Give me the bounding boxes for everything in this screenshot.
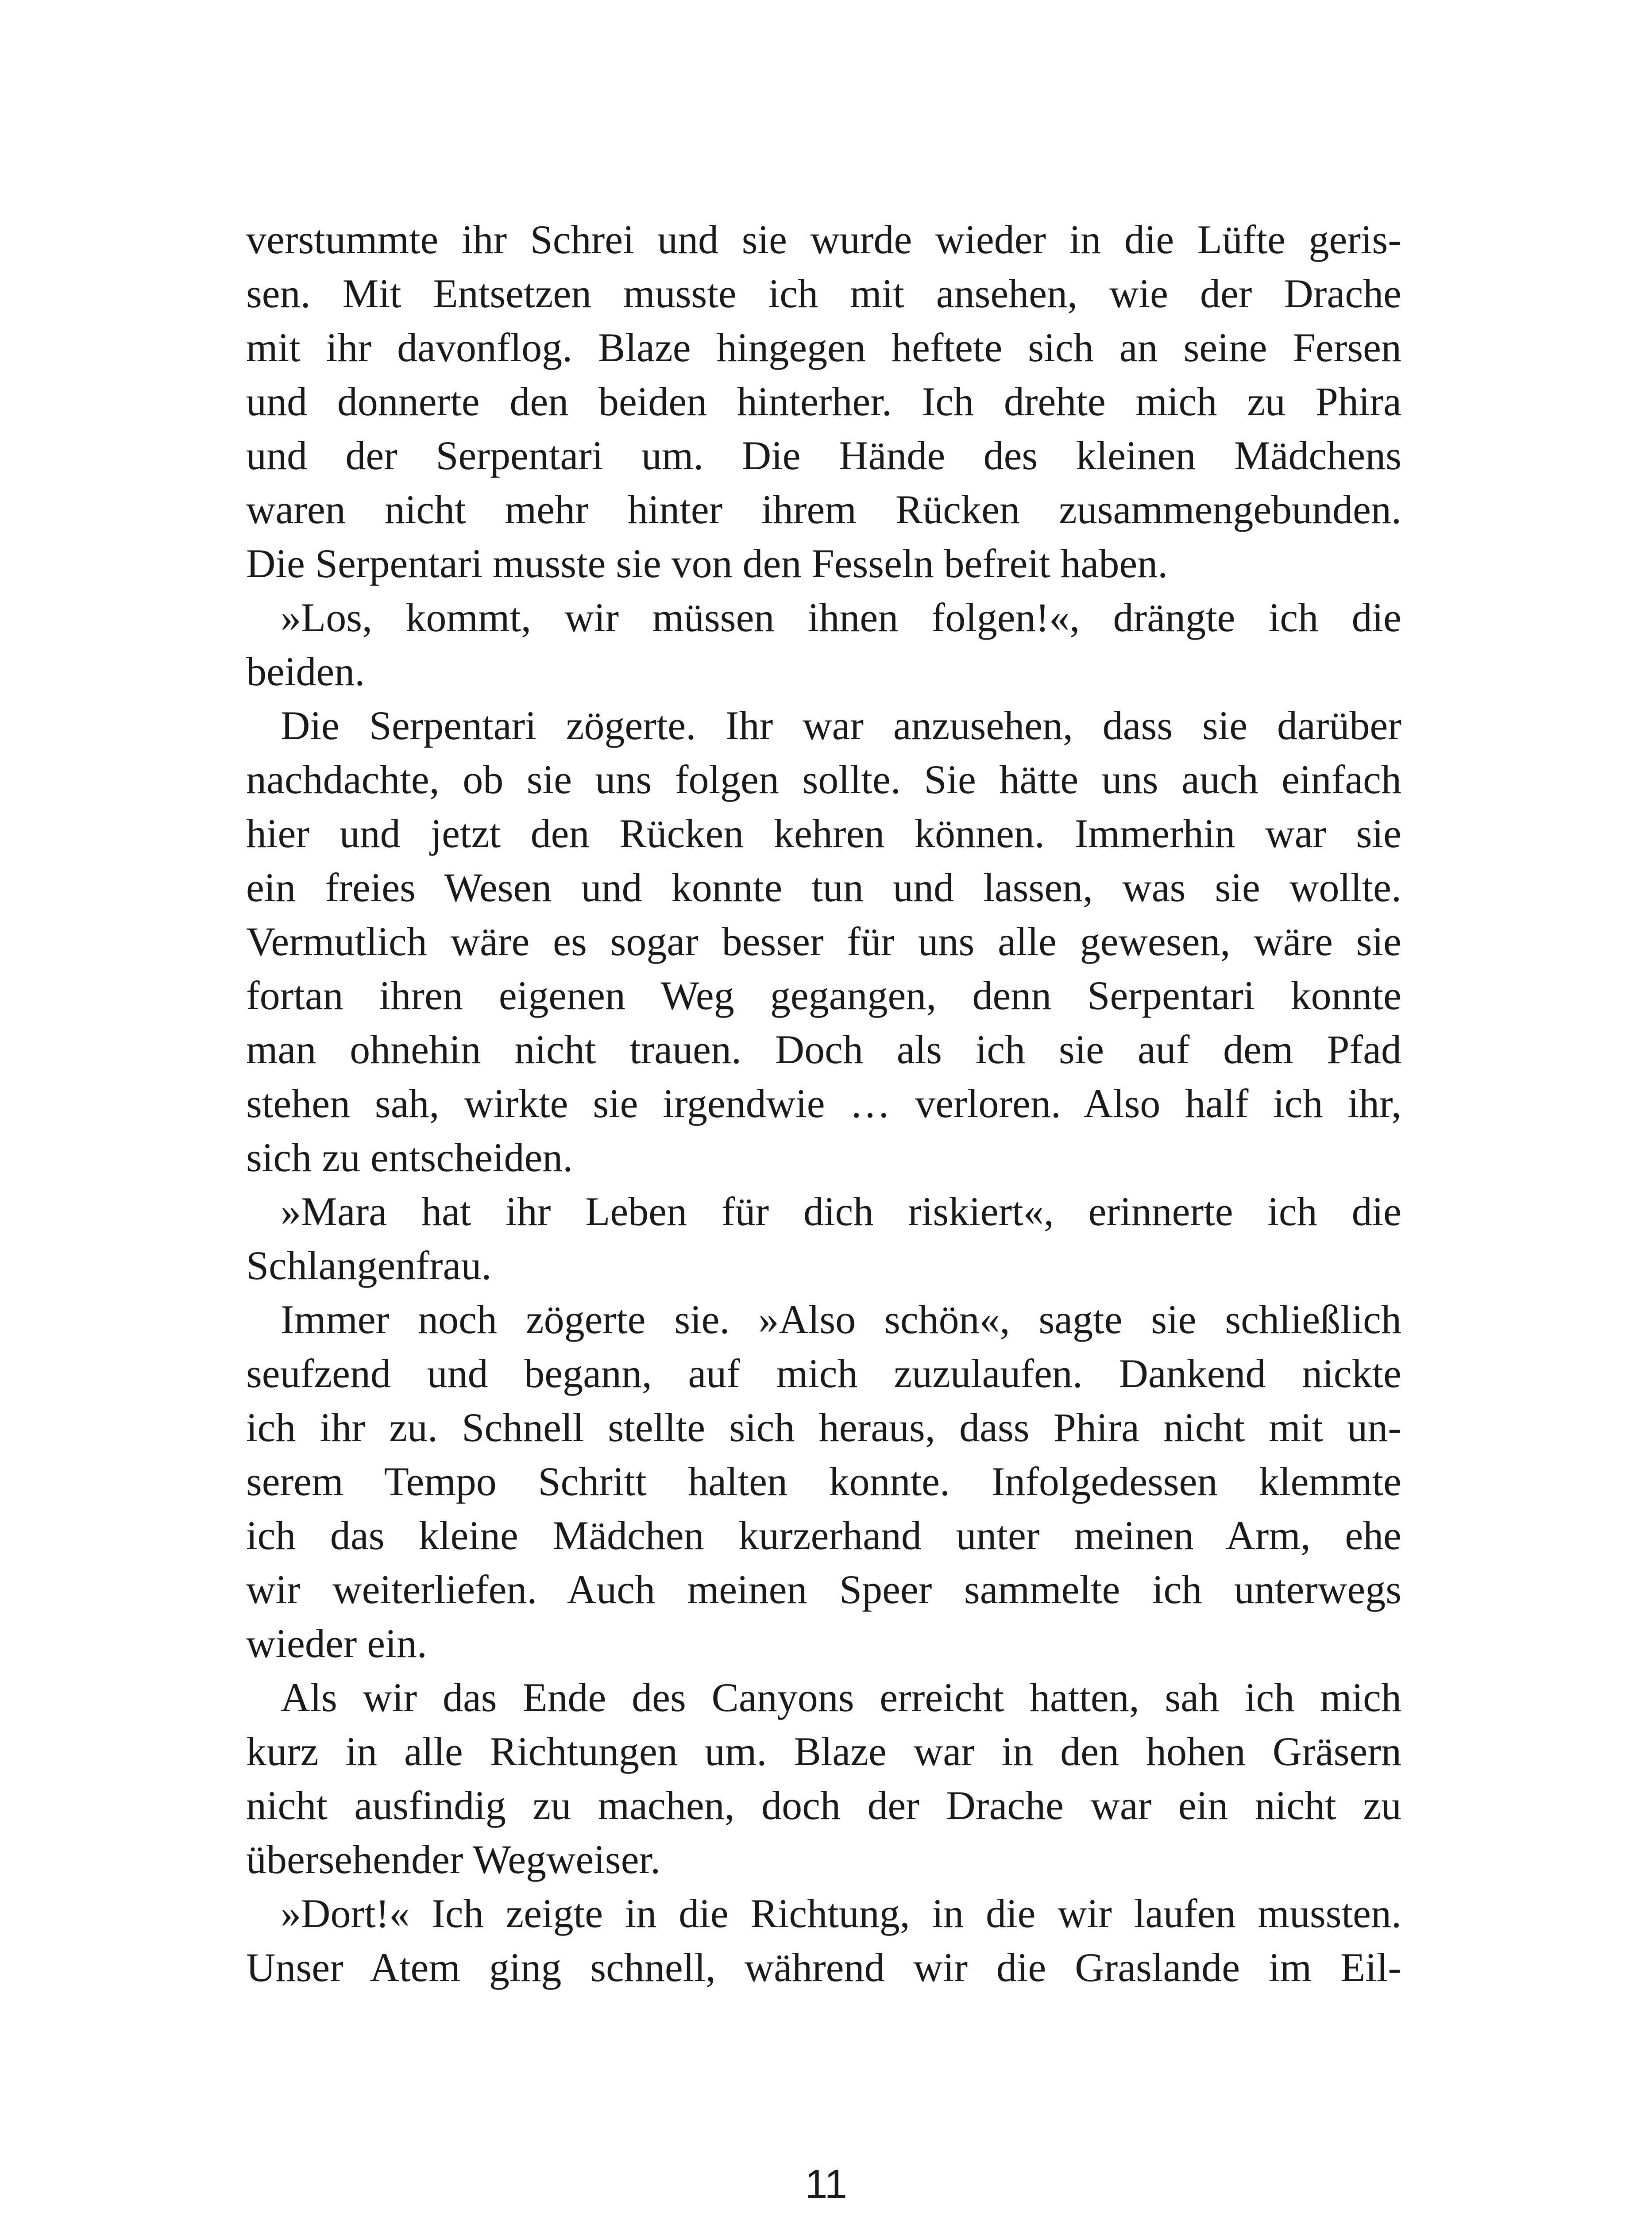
text-line: ein freies Wesen und konnte tun und lassen, was sie wollte. <box>246 865 1401 910</box>
text-line: »Los, kommt, wir müssen ihnen folgen!«, drängte ich die <box>281 595 1401 640</box>
text-line: Als wir das Ende des Canyons erreicht hatten, sah ich mich <box>281 1675 1401 1720</box>
text-line: seufzend und begann, auf mich zuzulaufen. Dankend nickte <box>246 1351 1401 1396</box>
text-line: Die Serpentari musste sie von den Fesseln befreit haben. <box>246 541 1168 586</box>
text-line: sen. Mit Entsetzen musste ich mit ansehen, wie der Drache <box>246 271 1401 316</box>
text-line: serem Tempo Schritt halten konnte. Infolgedessen klemmte <box>246 1459 1401 1504</box>
page-number: 11 <box>805 2162 847 2207</box>
text-line: hier und jetzt den Rücken kehren können. Immerhin war sie <box>246 811 1401 856</box>
text-line: stehen sah, wirkte sie irgendwie … verloren. Also half ich ihr, <box>246 1081 1401 1126</box>
text-line: man ohnehin nicht trauen. Doch als ich sie auf dem Pfad <box>246 1027 1401 1072</box>
text-line: »Dort!« Ich zeigte in die Richtung, in die wir laufen mussten. <box>281 1891 1401 1936</box>
text-line: wir weiterliefen. Auch meinen Speer sammelte ich unterwegs <box>246 1567 1401 1612</box>
text-line: Unser Atem ging schnell, während wir die Graslande im Eil- <box>246 1945 1401 1990</box>
text-line: Schlangenfrau. <box>246 1243 492 1288</box>
text-line: übersehender Wegweiser. <box>246 1837 661 1882</box>
text-line: verstummte ihr Schrei und sie wurde wieder in die Lüfte geris- <box>246 217 1401 262</box>
text-line: Die Serpentari zögerte. Ihr war anzusehen, dass sie darüber <box>281 703 1401 748</box>
text-line: nicht ausfindig zu machen, doch der Drache war ein nicht zu <box>246 1783 1401 1828</box>
text-line: ich ihr zu. Schnell stellte sich heraus, dass Phira nicht mit un- <box>246 1405 1401 1450</box>
text-line: ich das kleine Mädchen kurzerhand unter meinen Arm, ehe <box>246 1513 1401 1558</box>
body-text <box>246 212 1401 1994</box>
text-line: mit ihr davonflog. Blaze hingegen heftete sich an seine Fersen <box>246 325 1401 370</box>
text-line: Vermutlich wäre es sogar besser für uns alle gewesen, wäre sie <box>246 919 1401 964</box>
text-line: sich zu entscheiden. <box>246 1135 573 1180</box>
text-line: Immer noch zögerte sie. »Also schön«, sagte sie schließlich <box>281 1297 1401 1342</box>
text-line: wieder ein. <box>246 1621 427 1666</box>
text-line: waren nicht mehr hinter ihrem Rücken zusammengebunden. <box>246 487 1401 532</box>
text-line: »Mara hat ihr Leben für dich riskiert«, erinnerte ich die <box>281 1189 1401 1234</box>
text-line: nachdachte, ob sie uns folgen sollte. Sie hätte uns auch einfach <box>246 757 1401 802</box>
text-line: und donnerte den beiden hinterher. Ich drehte mich zu Phira <box>246 379 1401 424</box>
text-line: und der Serpentari um. Die Hände des kleinen Mädchens <box>246 433 1401 478</box>
text-line: beiden. <box>246 649 365 694</box>
text-line: fortan ihren eigenen Weg gegangen, denn Serpentari konnte <box>246 973 1401 1018</box>
text-line: kurz in alle Richtungen um. Blaze war in den hohen Gräsern <box>246 1729 1401 1774</box>
